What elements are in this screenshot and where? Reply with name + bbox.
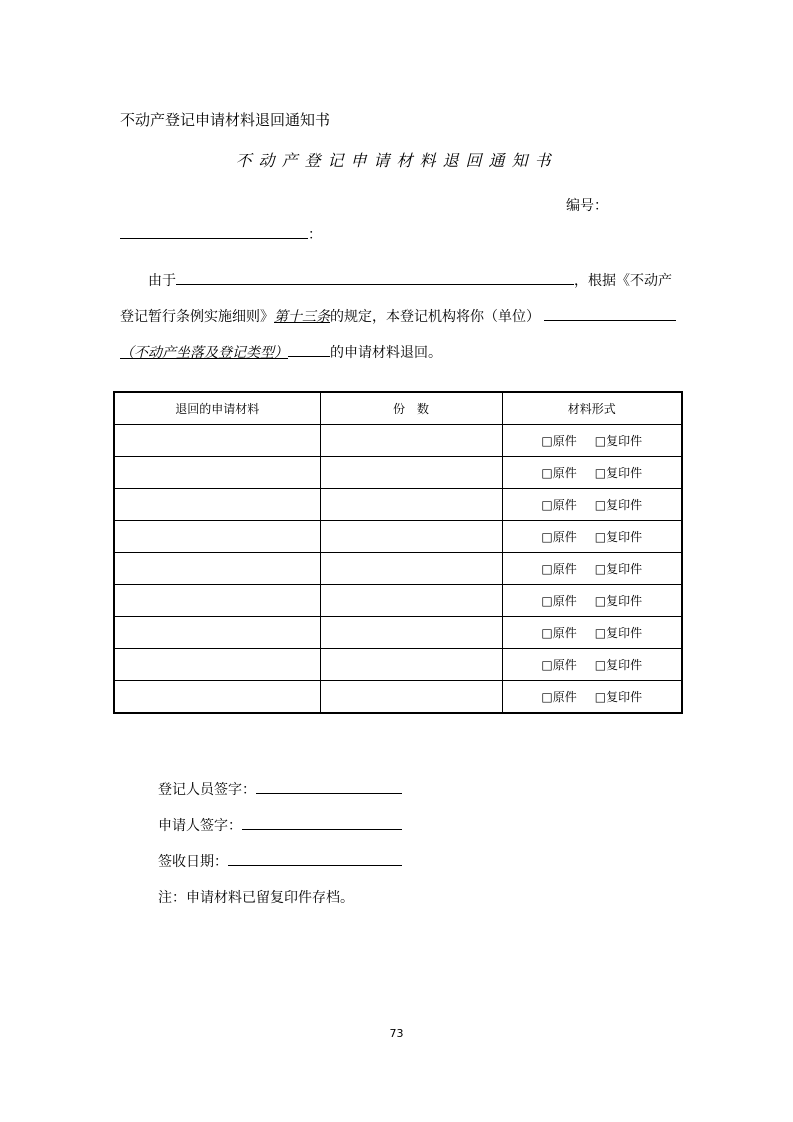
document-title: 不动产登记申请材料退回通知书 [235, 151, 558, 170]
document-heading: 不动产登记申请材料退回通知书 [120, 111, 331, 129]
header-copies: 份 数 [320, 392, 502, 425]
body-line-2 [120, 306, 676, 326]
copy-checkbox[interactable]: □复印件 [594, 562, 643, 576]
reason-prefix: 由于 [148, 273, 176, 289]
table-row [114, 457, 682, 489]
original-checkbox[interactable]: □原件 [541, 498, 577, 512]
original-checkbox[interactable]: □原件 [541, 594, 577, 608]
number-label: 编号： [566, 198, 608, 214]
copies-cell[interactable] [320, 457, 502, 489]
material-cell[interactable] [114, 521, 320, 553]
regulation-text: 登记暂行条例实施细则》 [120, 309, 274, 325]
recipient-colon: ： [308, 227, 322, 243]
applicant-signature-label: 申请人签字： [158, 818, 242, 834]
copies-cell[interactable] [320, 425, 502, 457]
table-row [114, 489, 682, 521]
receipt-date-field[interactable] [228, 851, 402, 866]
recipient-blank [120, 224, 308, 239]
return-text: 的规定，本登记机构将你（单位） [330, 309, 540, 325]
table-row [114, 521, 682, 553]
body-line-1 [148, 270, 672, 290]
table-row [114, 649, 682, 681]
form-cell [502, 585, 682, 617]
unit-blank [544, 306, 676, 321]
header-materials: 退回的申请材料 [114, 392, 320, 425]
table-row [114, 553, 682, 585]
registrar-signature-label: 登记人员签字： [158, 782, 256, 798]
material-cell[interactable] [114, 457, 320, 489]
copy-checkbox[interactable]: □复印件 [594, 530, 643, 544]
copy-checkbox[interactable]: □复印件 [594, 594, 643, 608]
form-cell [502, 617, 682, 649]
material-cell[interactable] [114, 489, 320, 521]
copies-cell[interactable] [320, 585, 502, 617]
table-row [114, 585, 682, 617]
material-cell[interactable] [114, 649, 320, 681]
table-header-row [114, 392, 682, 425]
returned-materials-table [113, 391, 683, 714]
form-cell [502, 649, 682, 681]
material-cell[interactable] [114, 553, 320, 585]
body-line-3 [120, 342, 442, 362]
property-location-hint: （不动产坐落及登记类型） [120, 345, 288, 361]
return-suffix: 的申请材料退回。 [330, 345, 442, 361]
form-cell [502, 521, 682, 553]
receipt-date [158, 851, 402, 871]
property-blank [288, 342, 330, 357]
original-checkbox[interactable]: □原件 [541, 690, 577, 704]
table-row [114, 617, 682, 649]
original-checkbox[interactable]: □原件 [541, 562, 577, 576]
original-checkbox[interactable]: □原件 [541, 434, 577, 448]
recipient-line [120, 224, 322, 244]
form-cell [502, 457, 682, 489]
original-checkbox[interactable]: □原件 [541, 658, 577, 672]
material-cell[interactable] [114, 617, 320, 649]
table-row [114, 425, 682, 457]
table-row [114, 681, 682, 714]
article-reference: 第十三条 [274, 309, 330, 325]
registrar-signature-field[interactable] [256, 779, 402, 794]
receipt-date-label: 签收日期： [158, 854, 228, 870]
applicant-signature [158, 815, 402, 835]
copy-checkbox[interactable]: □复印件 [594, 466, 643, 480]
copy-checkbox[interactable]: □复印件 [594, 626, 643, 640]
form-cell [502, 425, 682, 457]
copies-cell[interactable] [320, 649, 502, 681]
reason-blank [176, 270, 574, 285]
form-cell [502, 553, 682, 585]
archive-note: 注：申请材料已留复印件存档。 [158, 890, 354, 906]
original-checkbox[interactable]: □原件 [541, 466, 577, 480]
applicant-signature-field[interactable] [242, 815, 402, 830]
copies-cell[interactable] [320, 617, 502, 649]
original-checkbox[interactable]: □原件 [541, 530, 577, 544]
form-cell [502, 681, 682, 714]
material-cell[interactable] [114, 585, 320, 617]
form-cell [502, 489, 682, 521]
copy-checkbox[interactable]: □复印件 [594, 498, 643, 512]
copies-cell[interactable] [320, 681, 502, 714]
page-number: 73 [389, 1027, 404, 1040]
copy-checkbox[interactable]: □复印件 [594, 658, 643, 672]
copies-cell[interactable] [320, 521, 502, 553]
original-checkbox[interactable]: □原件 [541, 626, 577, 640]
reason-suffix: ，根据《不动产 [574, 273, 672, 289]
copy-checkbox[interactable]: □复印件 [594, 690, 643, 704]
material-cell[interactable] [114, 425, 320, 457]
copy-checkbox[interactable]: □复印件 [594, 434, 643, 448]
material-cell[interactable] [114, 681, 320, 714]
header-form: 材料形式 [502, 392, 682, 425]
registrar-signature [158, 779, 402, 799]
copies-cell[interactable] [320, 553, 502, 585]
copies-cell[interactable] [320, 489, 502, 521]
